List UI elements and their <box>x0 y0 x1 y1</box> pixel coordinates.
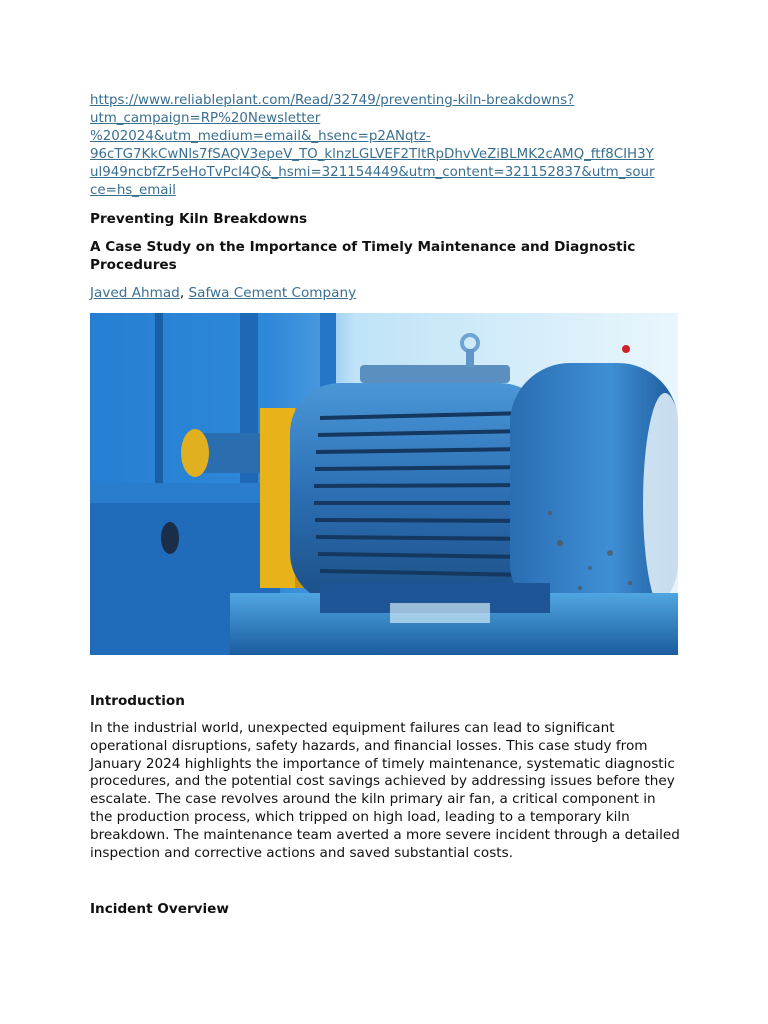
byline <box>90 284 680 302</box>
byline-separator: , <box>179 285 189 301</box>
article-subtitle: A Case Study on the Importance of Timely Maintenance and Diagnostic Procedures <box>90 239 636 273</box>
introduction-paragraph: In the industrial world, unexpected equipment failures can lead to significant operational disruptions, safety hazards, and financial losses. This case study from January 2024 highlights the importance of timely maintenance, systematic diagnostic procedures, and the potential cost savings achieved by addressing issues before they escalate. The case revolves around the kiln primary air fan, a critical component in the production process, which tripped on high load, leading to a temporary kiln breakdown. The maintenance team averted a more severe incident through a detailed inspection and corrective actions and saved substantial costs. <box>90 720 680 861</box>
electric-motor-photo <box>90 313 678 655</box>
document-page <box>90 92 680 918</box>
source-url-link[interactable]: https://www.reliableplant.com/Read/32749/preventing-kiln-breakdowns? utm_campaign=RP%20Newsletter %202024&utm_medium=email&_hsenc=p2ANqtz- 96cTG7KkCwNls7fSAQV3epeV_TO_klnzLGLVEF2TltRpDhvVeZiBLMK2cAMQ_ftf8CIH3Y ul949ncbfZr5eHoTvPcI4Q&_hsmi=321154449&utm_content=321152837&utm_sour ce=hs_email <box>90 93 655 198</box>
organization-link[interactable]: Safwa Cement Company <box>188 285 357 301</box>
introduction-heading: Introduction <box>90 693 185 709</box>
incident-overview-heading: Incident Overview <box>90 901 229 918</box>
author-link[interactable]: Javed Ahmad <box>90 285 180 301</box>
article-title: Preventing Kiln Breakdowns <box>90 211 308 227</box>
